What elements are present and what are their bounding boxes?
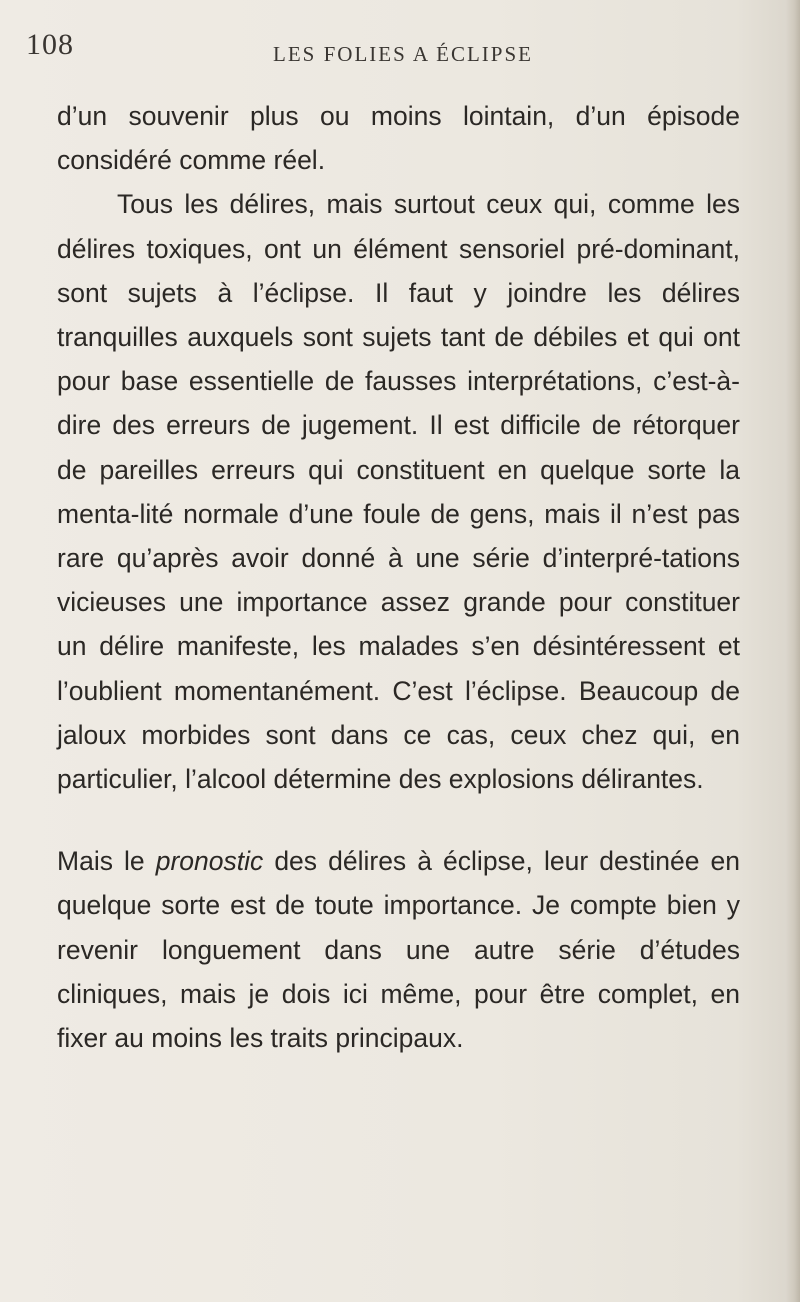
body-text <box>57 94 740 1060</box>
paragraph-3-rest: des délires à éclipse, leur destinée en quelque sorte est de toute importance. Je compte bien y revenir longuement dans une autre série d’études cliniques, mais je dois ici même, pour être complet, en fixer au moins les traits principaux. <box>57 846 740 1054</box>
paragraph-3-italic-term: pronostic <box>155 846 264 877</box>
running-head: LES FOLIES A ÉCLIPSE <box>273 42 533 66</box>
page-edge-shadow <box>786 0 800 1302</box>
page-number: 108 <box>26 28 74 61</box>
paragraph-3-start: Mais le <box>57 846 156 877</box>
paragraph-3 <box>57 839 740 1060</box>
paragraph-1: d’un souvenir plus ou moins lointain, d’un épisode considéré comme réel. <box>57 101 740 176</box>
paragraph-2: Tous les délires, mais surtout ceux qui, comme les délires toxiques, ont un élément sensoriel pré-dominant, sont sujets à l’éclipse. Il faut y joindre les délires tranquilles auxquels sont sujets tant de débiles et qui ont pour base essentielle de fausses interprétations, c’est-à-dire des erreurs de jugement. Il est difficile de rétorquer de pareilles erreurs qui constituent en quelque sorte la menta-lité normale d’une foule de gens, mais il n’est pas rare qu’après avoir donné à une série d’interpré-tations vicieuses une importance assez grande pour constituer un délire manifeste, les malades s’en désintéressent et l’oublient momentanément. C’est l’éclipse. Beaucoup de jaloux morbides sont dans ce cas, ceux chez qui, en particulier, l’alcool détermine des explosions délirantes. <box>57 189 740 795</box>
